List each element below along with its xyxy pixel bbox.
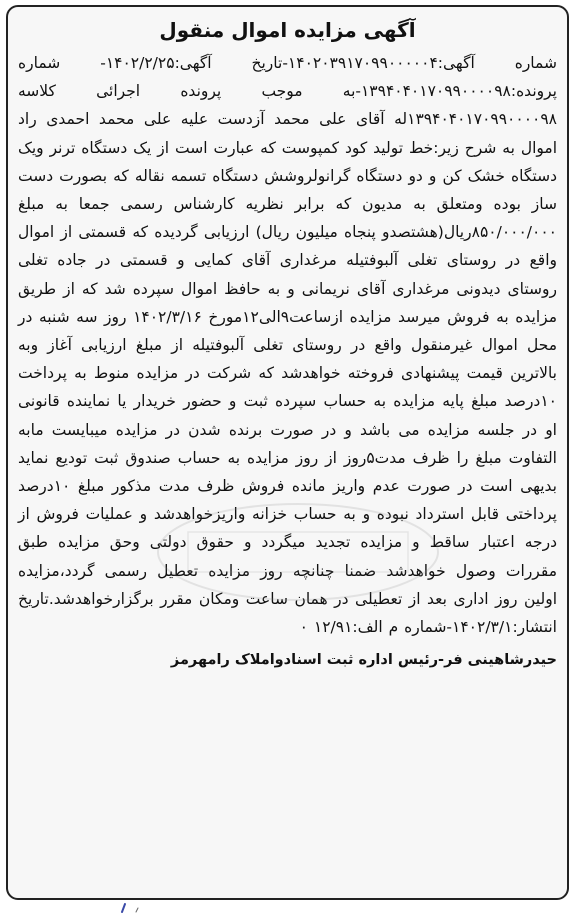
notice-content xyxy=(18,15,557,890)
notice-frame xyxy=(6,5,569,900)
notice-title: آگهی مزایده اموال منقول xyxy=(159,18,416,42)
pen-mark-icon xyxy=(118,902,148,913)
notice-signature: حیدرشاهینی فر-رئیس اداره ثبت اسنادواملاک رامهرمز xyxy=(170,652,557,669)
notice-body: شماره آگهی:۱۴۰۲۰۳۹۱۷۰۹۹۰۰۰۰۰۴-تاریخ آگهی:۱۴۰۲/۲/۲۵- شماره پرونده:۱۳۹۴۰۴۰۱۷۰۹۹۰۰۰۰۹۸-به موجب پرونده اجرائی کلاسه ۱۳۹۴۰۴۰۱۷۰۹۹۰۰۰۰۹۸له آقای علی محمد آزدست علیه علی محمد احمدی راد اموال به شرح زیر:خط تولید کود کمپوست که عبارت است از یک دستگاه ترنر ویک دستگاه خشک کن و دو دستگاه گرانولروشش دستگاه تسمه نقاله که بصورت دست ساز بوده ومتعلق به مدیون که برابر نظریه کارشناس رسمی جمعا به مبلغ ۸۵۰/۰۰۰/۰۰۰ریال(هشتصدو پنجاه میلیون ریال) ارزیابی گردیده که قسمتی از اموال واقع در روستای تغلی آلبوفتیله مرغداری آقای کمایی و قسمتی در جاده تغلی روستای دیدونی مرغداری آقای نریمانی و به حافظ اموال سپرده شد که از طریق مزایده به فروش میرسد مزایده ازساعت۹الی۱۲مورخ ۱۴۰۲/۳/۱۶ روز سه شنبه در محل اموال غیرمنقول واقع در روستای تغلی آلبوفتیله از مبلغ ارزیابی آغاز وبه بالاترین قیمت پیشنهادی فروخته خواهدشد که شرکت در مزایده منوط به پرداخت ۱۰درصد مبلغ پایه مزایده به حساب سپرده ثبت و حضور خریدار یا نماینده قانونی او در جلسه مزایده می باشد و در صورت برنده شدن در مزایده میبایست مابه التفاوت مبلغ را ظرف مدت۵روز از روز مزایده به حساب صندوق ثبت تودیع نماید بدیهی است در صورت عدم واریز مانده فروش ظرف مدت مذکور مبلغ ۱۰درصد پرداختی قابل استرداد نبوده و به حساب خزانه واریزخواهدشد و عملیات فروش از درجه اعتبار ساقط و مزایده تجدید میگردد و حقوق دولتی وحق مزایده طبق مقررات وصول خواهدشد ضمنا چنانچه روز مزایده تعطیل رسمی گردد،مزایده اولین روز اداری بعد از تعطیلی در همان ساعت ومکان مقرر برگزارخواهدشد.تاریخ انتشار:۱۴۰۲/۳/۱-شماره م الف:۱۲/۹۱ ٠ xyxy=(18,54,558,637)
